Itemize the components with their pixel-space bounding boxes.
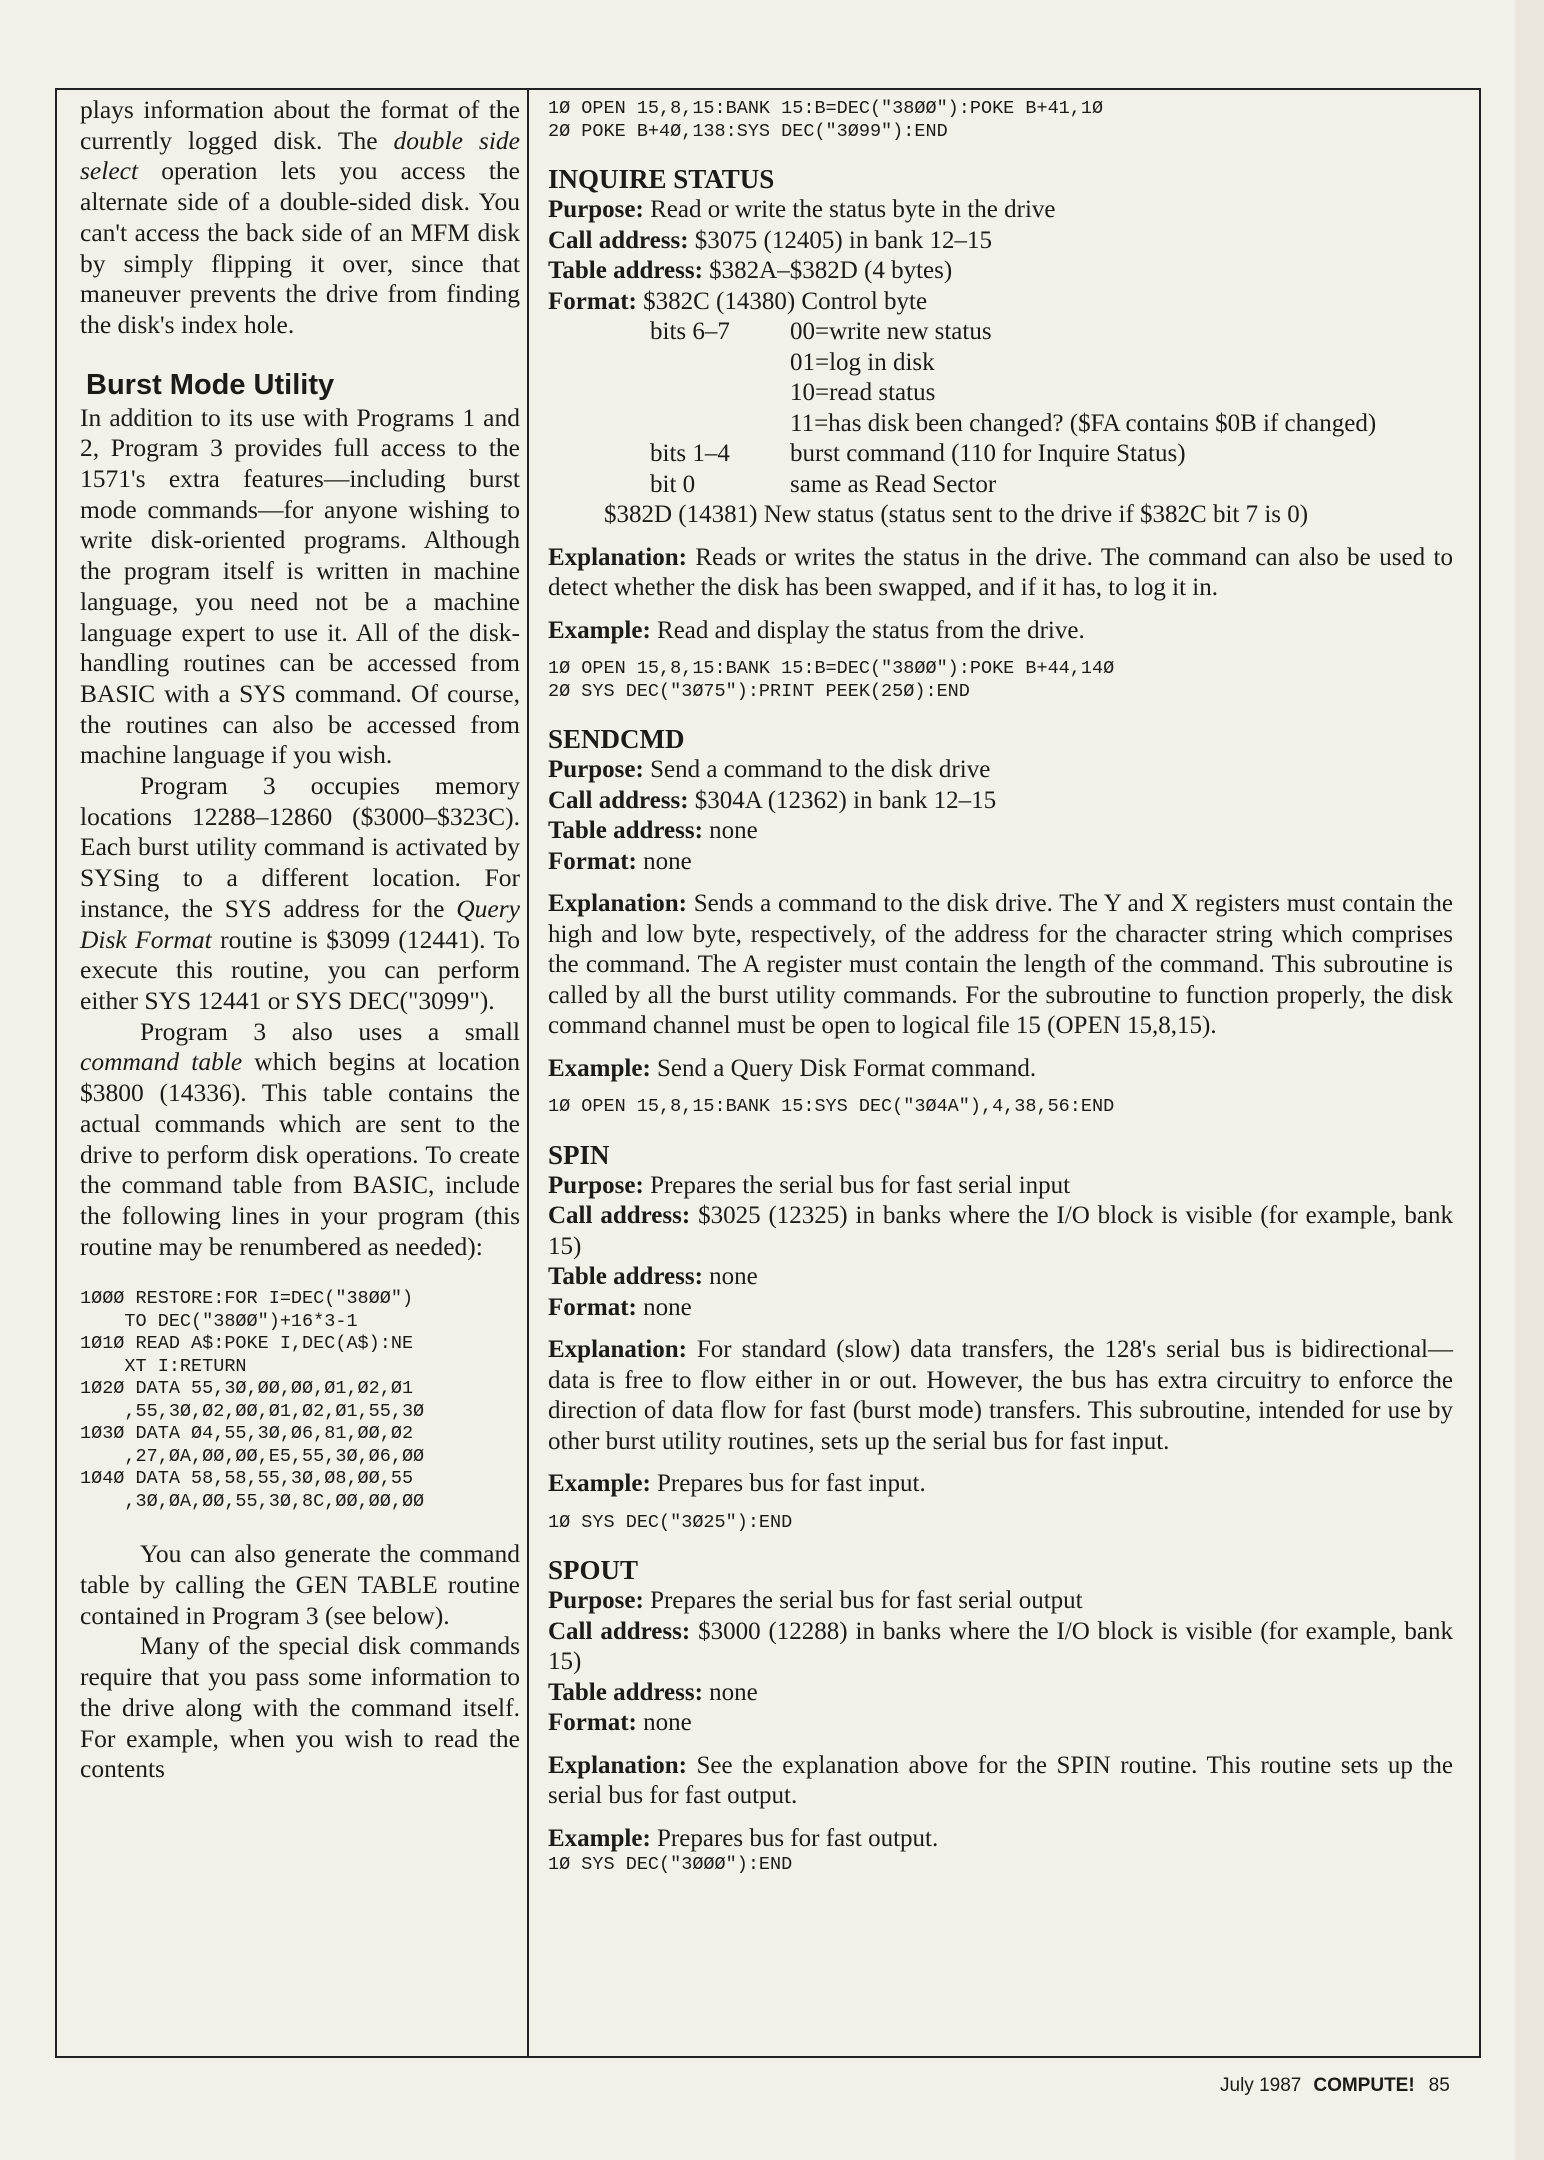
command-table-paragraph: Program 3 also uses a small command table which begins at location $3800 (14336). This table contains the actual commands which are sent to the drive to perform disk operations. To create the command table from BASIC, include the following lines in your program (this routine may be renumbered as needed): xyxy=(80,1016,520,1261)
example-line: Example: Read and display the status from the drive. xyxy=(548,616,1085,644)
bit-0-row: bit 0 same as Read Sector xyxy=(650,470,997,498)
right-column xyxy=(548,98,1453,1877)
format-line: Format: none xyxy=(548,847,692,875)
spout-section xyxy=(548,1554,1453,1877)
basic-listing: 1ØØØ RESTORE:FOR I=DEC("38ØØ") TO DEC("38ØØ")+16*3-1 1Ø1Ø READ A$:POKE I,DEC(A$):NE XT I:RETURN 1Ø2Ø DATA 55,3Ø,ØØ,ØØ,Ø1,Ø2,Ø1 ,55,3Ø,Ø2,ØØ,Ø1,Ø2,Ø1,55,3Ø 1Ø3Ø DATA Ø4,55,3Ø,Ø6,81,ØØ,Ø2 ,27,ØA,ØØ,ØØ,E5,55,3Ø,Ø6,ØØ 1Ø4Ø DATA 58,58,55,3Ø,Ø8,ØØ,55 ,3Ø,ØA,ØØ,55,3Ø,8C,ØØ,ØØ,ØØ xyxy=(80,1288,425,1512)
call-address-line: Call address: $3025 (12325) in banks where the I/O block is visible (for example, bank 15) xyxy=(548,1202,1453,1260)
program3-paragraph: Program 3 occupies memory locations 12288–12860 ($3000–$323C). Each burst utility command is activated by SYSing to a different location. For instance, the SYS address for the Query Disk Format routine is $3099 (12441). To execute this routine, you can perform either SYS 12441 or SYS DEC("3099"). xyxy=(80,771,520,1015)
format-line: Format: $382C (14380) Control byte xyxy=(548,287,928,315)
gen-table-paragraph: You can also generate the command table by calling the GEN TABLE routine contained in Program 3 (see below). xyxy=(80,1539,520,1630)
explanation-paragraph: Explanation: See the explanation above for the SPIN routine. This routine sets up the serial bus for fast output. xyxy=(548,1751,1453,1809)
intro-paragraph: plays information about the format of the currently logged disk. The double side select operation lets you access the alternate side of a double-sided disk. You can't access the back side of an MFM disk by simply flipping it over, since that maneuver prevents the drive from finding the disk's index hole. xyxy=(80,95,520,339)
explanation-paragraph: Explanation: For standard (slow) data transfers, the 128's serial bus is bidirectional—data is free to flow either in or out. However, the bus has extra circuitry to enforce the direction of data flow for fast (burst mode) transfers. This subroutine, intended for use by other burst utility routines, sets up the serial bus for fast input. xyxy=(548,1336,1454,1455)
purpose-line: Purpose: Prepares the serial bus for fast serial input xyxy=(548,1171,1071,1199)
special-commands-paragraph: Many of the special disk commands require that you pass some information to the drive along with the command itself. For example, when you wish to read the contents xyxy=(80,1631,520,1784)
table-address-line: Table address: none xyxy=(548,1263,758,1290)
format-line: Format: none xyxy=(548,1293,692,1321)
table-address-line: Table address: none xyxy=(548,817,758,844)
sendcmd-section xyxy=(548,723,1453,1119)
call-address-line: Call address: $304A (12362) in bank 12–15 xyxy=(548,786,997,814)
issue-date: July 1987 xyxy=(1220,2075,1302,2096)
example-line: Example: Prepares bus for fast output. xyxy=(548,1824,939,1852)
page-footer xyxy=(1220,2075,1450,2097)
bits-6-7-row: bits 6–7 00=write new status 01=log in disk 10=read status 11=has disk been changed? ($FA contains $0B if changed) xyxy=(650,318,1377,437)
purpose-line: Purpose: Read or write the status byte in the drive xyxy=(548,196,1056,223)
purpose-line: Purpose: Send a command to the disk drive xyxy=(548,756,991,783)
magazine-name: COMPUTE! xyxy=(1313,2075,1415,2096)
burst-mode-heading: Burst Mode Utility xyxy=(86,368,335,401)
example-line: Example: Prepares bus for fast input. xyxy=(548,1470,926,1497)
query-format-example-code: 1Ø OPEN 15,8,15:BANK 15:B=DEC("38ØØ"):POKE B+41,1Ø 2Ø POKE B+4Ø,138:SYS DEC("3Ø99"):END xyxy=(548,98,1104,142)
format-line: Format: none xyxy=(548,1709,692,1736)
section-title: SENDCMD xyxy=(548,724,685,754)
example-line: Example: Send a Query Disk Format command. xyxy=(548,1054,1037,1082)
column-divider xyxy=(527,88,529,2058)
section-title: SPOUT xyxy=(548,1555,639,1585)
explanation-paragraph: Explanation: Sends a command to the disk drive. The Y and X registers must contain the high and low byte, respectively, of the address for the character string which comprises the command. The A register must contain the length of the command. This subroutine is called by all the burst utility commands. For the subroutine to function properly, the disk command channel must be open to logical file 15 (OPEN 15,8,15). xyxy=(548,890,1453,1039)
inquire-status-section xyxy=(548,163,1453,703)
section-title: SPIN xyxy=(548,1139,610,1170)
example-code: 1Ø SYS DEC("3Ø25"):END xyxy=(548,1511,793,1533)
bits-1-4-row: bits 1–4 burst command (110 for Inquire Status) xyxy=(650,440,1186,467)
next-page-edge xyxy=(1515,0,1544,2160)
table-address-line: Table address: $382A–$382D (4 bytes) xyxy=(548,257,953,284)
explanation-paragraph: Explanation: Reads or writes the status in the drive. The command can also be used to detect whether the disk has been swapped, and if it has, to log it in. xyxy=(548,543,1453,601)
table-address-line: Table address: none xyxy=(548,1678,758,1706)
new-status-line: $382D (14381) New status (status sent to the drive if $382C bit 7 is 0) xyxy=(604,501,1309,528)
example-code: 1Ø OPEN 15,8,15:BANK 15:B=DEC("38ØØ"):POKE B+44,14Ø 2Ø SYS DEC("3Ø75"):PRINT PEEK(25Ø):END xyxy=(548,658,1115,702)
example-code: 1Ø SYS DEC("3ØØØ"):END xyxy=(548,1854,793,1875)
left-column xyxy=(80,95,520,1785)
call-address-line: Call address: $3075 (12405) in bank 12–15 xyxy=(548,226,992,254)
section-title: INQUIRE STATUS xyxy=(548,164,775,194)
spin-section xyxy=(548,1139,1453,1535)
burst-paragraph: In addition to its use with Programs 1 and 2, Program 3 provides full access to the 1571's extra features—including burst mode commands—for anyone wishing to write disk-oriented programs. Although the program itself is written in machine language, you need not be a machine language expert to use it. All of the disk-handling routines can be accessed from BASIC with a SYS command. Of course, the routines can also be accessed from machine language if you wish. xyxy=(80,402,520,770)
page-number: 85 xyxy=(1428,2075,1450,2096)
purpose-line: Purpose: Prepares the serial bus for fast serial output xyxy=(548,1587,1083,1614)
call-address-line: Call address: $3000 (12288) in banks where the I/O block is visible (for example, bank 15) xyxy=(548,1617,1453,1675)
example-code: 1Ø OPEN 15,8,15:BANK 15:SYS DEC("3Ø4A"),4,38,56:END xyxy=(548,1096,1115,1117)
